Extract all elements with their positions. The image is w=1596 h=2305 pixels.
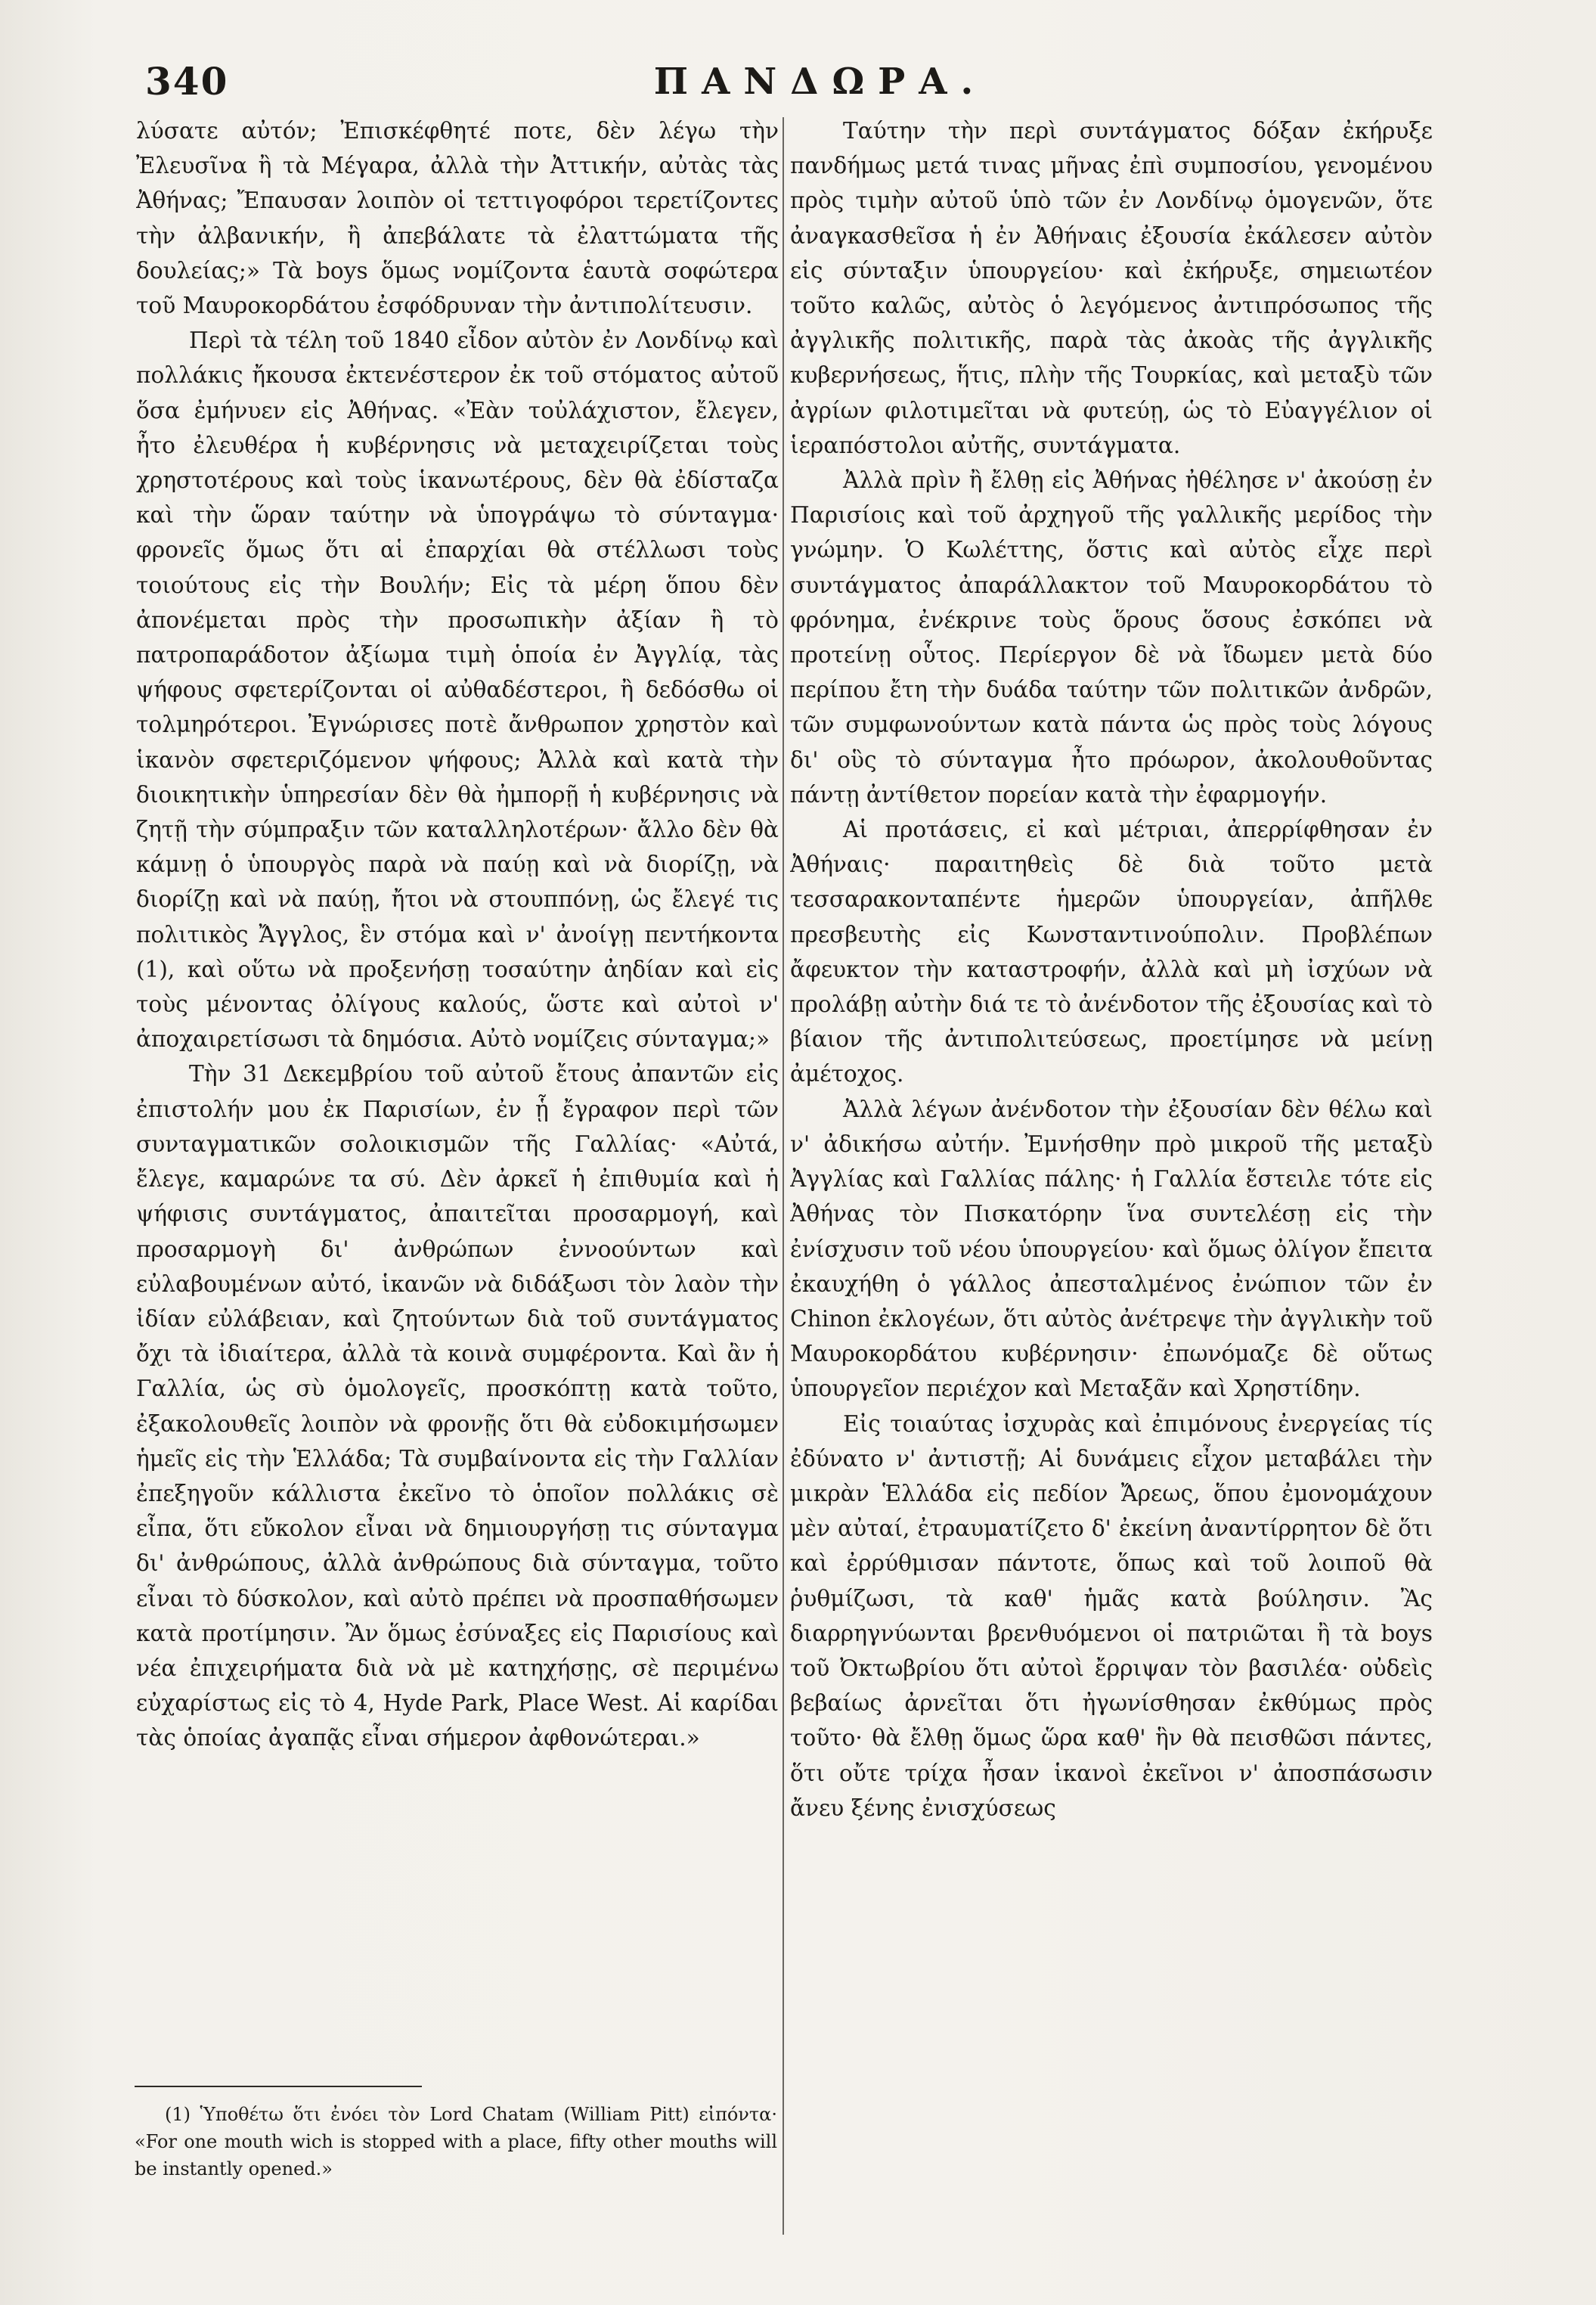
paragraph: Ταύτην τὴν περὶ συντάγματος δόξαν ἐκήρυξε πανδήμως μετά τινας μῆνας ἐπὶ συμποσίου, γενομένου πρὸς τιμὴν αὐτοῦ ὑπὸ τῶν ἐν Λονδίνῳ ὁμογενῶν, ὅτε ἀναγκασθεῖσα ἡ ἐν Ἀθήναις ἐξουσία ἐκάλεσεν αὐτὸν εἰς σύνταξιν ὑπουργείου· καὶ ἐκήρυξε, σημειωτέον τοῦτο καλῶς, αὐτὸς ὁ λεγόμενος ἀντιπρόσωπος τῆς ἀγγλικῆς πολιτικῆς, παρὰ τὰς ἀκοὰς τῆς ἀγγλικῆς κυβερνήσεως, ἥτις, πλὴν τῆς Τουρκίας, καὶ μεταξὺ τῶν ἀγρίων φιλοτιμεῖται νὰ φυτεύῃ, ὡς τὸ Εὐαγγέλιον οἱ ἱεραπόστολοι αὐτῆς, συντάγματα. <box>790 118 1433 458</box>
paragraph: λύσατε αὐτόν; Ἐπισκέφθητέ ποτε, δὲν λέγω τὴν Ἐλευσῖνα ἢ τὰ Μέγαρα, ἀλλὰ τὴν Ἀττικήν, αὐτὰς τὰς Ἀθήνας; Ἔπαυσαν λοιπὸν οἱ τεττιγοφόροι τερετίζοντες τὴν ἀλβανικήν, ἢ ἀπεβάλατε τὰ ἐλαττώματα τῆς δουλείας;» Τὰ boys ὅμως νομίζοντα ἑαυτὰ σοφώτερα τοῦ Μαυροκορδάτου ἐσφόδρυναν τὴν ἀντιπολίτευσιν. <box>136 118 779 319</box>
running-title: ΠΑΝΔΩΡΑ. <box>653 60 987 103</box>
paragraph: Εἰς τοιαύτας ἰσχυρὰς καὶ ἐπιμόνους ἐνεργείας τίς ἐδύνατο ν' ἀντιστῇ; Αἱ δυνάμεις εἶχον μεταβάλει τὴν μικρὰν Ἑλλάδα εἰς πεδίον Ἄρεως, ὅπου ἐμονομάχουν μὲν αὐταί, ἐτραυματίζετο δ' ἐκείνη ἀναντίρρητον δὲ ὅτι καὶ ἐρρύθμισαν πάντοτε, ὅπως καὶ τοῦ λοιποῦ θὰ ῥυθμίζωσι, τὰ καθ' ἡμᾶς κατὰ βούλησιν. Ἂς διαρρηγνύωνται βρενθυόμενοι οἱ πατριῶται ἢ τὰ boys τοῦ Ὀκτωβρίου ὅτι αὐτοὶ ἔρριψαν τὸν βασιλέα· οὐδεὶς βεβαίως ἀρνεῖται ὅτι ἠγωνίσθησαν ἐκθύμως πρὸς τοῦτο· θὰ ἔλθῃ ὅμως ὥρα καθ' ἣν θὰ πεισθῶσι πάντες, ὅτι οὔτε τρίχα ἦσαν ἱκανοὶ ἐκεῖνοι ν' ἀποσπάσωσιν ἄνευ ξένης ἐνισχύσεως <box>790 1410 1433 1821</box>
page-number: 340 <box>145 59 229 104</box>
footnote-rule <box>135 2086 422 2087</box>
paragraph: Περὶ τὰ τέλη τοῦ 1840 εἶδον αὐτὸν ἐν Λονδίνῳ καὶ πολλάκις ἤκουσα ἐκτενέστερον ἐκ τοῦ στόματος αὐτοῦ ὅσα ἐμήνυεν εἰς Ἀθήνας. «Ἐὰν τοὐλάχιστον, ἔλεγεν, ἦτο ἐλευθέρα ἡ κυβέρνησις νὰ μεταχειρίζεται τοὺς χρηστοτέρους καὶ τοὺς ἱκανωτέρους, δὲν θὰ ἐδίσταζα καὶ τὴν ὥραν ταύτην νὰ ὑπογράψω τὸ σύνταγμα· φρονεῖς ὅμως ὅτι αἱ ἐπαρχίαι θὰ στέλλωσι τοὺς τοιούτους εἰς τὴν Βουλήν; Εἰς τὰ μέρη ὅπου δὲν ἀπονέμεται πρὸς τὴν προσωπικὴν ἀξίαν ἢ τὸ πατροπαράδοτον ἀξίωμα τιμὴ ὁποία ἐν Ἀγγλίᾳ, τὰς ψήφους σφετερίζονται οἱ αὐθαδέστεροι, ἢ δεδόσθω οἱ τολμηρότεροι. Ἐγνώρισες ποτὲ ἄνθρωπον χρηστὸν καὶ ἱκανὸν σφετεριζόμενον ψήφους; Ἀλλὰ καὶ κατὰ τὴν διοικητικὴν ὑπηρεσίαν δὲν θὰ ἠμπορῇ ἡ κυβέρνησις νὰ ζητῇ τὴν σύμπραξιν τῶν καταλληλοτέρων· ἄλλο δὲν θὰ κάμνῃ ὁ ὑπουργὸς παρὰ νὰ παύῃ καὶ νὰ διορίζῃ, νὰ διορίζῃ καὶ νὰ παύῃ, ἤτοι νὰ στουππόνῃ, ὡς ἔλεγέ τις πολιτικὸς Ἄγγλος, ἓν στόμα καὶ ν' ἀνοίγῃ πεντήκοντα (1), καὶ οὕτω νὰ προξενήσῃ τοσαύτην ἀηδίαν καὶ εἰς τοὺς μένοντας ὀλίγους καλούς, ὥστε καὶ αὐτοὶ ν' ἀποχαιρετίσωσι τὰ δημόσια. Αὐτὸ νομίζεις σύνταγμα;» <box>136 327 779 1053</box>
page-header <box>129 59 1512 112</box>
paragraph: Αἱ προτάσεις, εἰ καὶ μέτριαι, ἀπερρίφθησαν ἐν Ἀθήναις· παραιτηθεὶς δὲ διὰ τοῦτο μετὰ τεσσαρακονταπέντε ἡμερῶν ὑπουργείαν, ἀπῆλθε πρεσβευτὴς εἰς Κωνσταντινούπολιν. Προβλέπων ἄφευκτον τὴν καταστροφήν, ἀλλὰ καὶ μὴ ἰσχύων νὰ προλάβῃ αὐτὴν διά τε τὸ ἀνένδοτον τῆς ἐξουσίας καὶ τὸ βίαιον τῆς ἀντιπολιτεύσεως, προετίμησε νὰ μείνῃ ἀμέτοχος. <box>790 817 1433 1087</box>
paragraph: Τὴν 31 Δεκεμβρίου τοῦ αὐτοῦ ἔτους ἀπαντῶν εἰς ἐπιστολήν μου ἐκ Παρισίων, ἐν ᾗ ἔγραφον περὶ τῶν συνταγματικῶν σολοικισμῶν τῆς Γαλλίας· «Αὐτά, ἔλεγε, καμαρώνε τα σύ. Δὲν ἀρκεῖ ἡ ἐπιθυμία καὶ ἡ ψήφισις συντάγματος, ἀπαιτεῖται προσαρμογή, καὶ προσαρμογὴ δι' ἀνθρώπων ἐννοούντων καὶ εὐλαβουμένων αὐτό, ἱκανῶν νὰ διδάξωσι τὸν λαὸν τὴν ἰδίαν εὐλάβειαν, καὶ ζητούντων διὰ τοῦ συντάγματος ὄχι τὰ ἰδιαίτερα, ἀλλὰ τὰ κοινὰ συμφέροντα. Καὶ ἂν ἡ Γαλλία, ὡς σὺ ὁμολογεῖς, προσκόπτῃ κατὰ τοῦτο, ἐξακολουθεῖς λοιπὸν νὰ φρονῇς ὅτι θὰ εὐδοκιμήσωμεν ἡμεῖς εἰς τὴν Ἑλλάδα; Τὰ συμβαίνοντα εἰς τὴν Γαλλίαν ἐπεξηγοῦν κάλλιστα ἐκεῖνο τὸ ὁποῖον πολλάκις σὲ εἶπα, ὅτι εὔκολον εἶναι νὰ δημιουργήσῃ τις σύνταγμα δι' ἀνθρώπους, ἀλλὰ ἀνθρώπους διὰ σύνταγμα, τοῦτο εἶναι τὸ δύσκολον, καὶ αὐτὸ πρέπει νὰ προσπαθήσωμεν κατὰ προτίμησιν. Ἂν ὅμως ἐσύναξες εἰς Παρισίους καὶ νέα ἐπιχειρήματα διὰ νὰ μὲ κατηχήσῃς, σὲ περιμένω εὐχαρίστως εἰς τὸ 4, Hyde Park, Place West. Αἱ καρίδαι τὰς ὁποίας ἀγαπᾷς εἶναι σήμερον ἀφθονώτεραι.» <box>136 1061 779 1751</box>
footnote-text: (1) Ὑποθέτω ὅτι ἐνόει τὸν Lord Chatam (William Pitt) εἰπόντα· «For one mouth wich is stopped with a place, fifty other mouths will be instantly opened.» <box>135 2104 777 2179</box>
right-column <box>790 113 1433 2261</box>
column-divider <box>783 117 784 2235</box>
paragraph: Ἀλλὰ λέγων ἀνένδοτον τὴν ἐξουσίαν δὲν θέλω καὶ ν' ἀδικήσω αὐτήν. Ἐμνήσθην πρὸ μικροῦ τῆς μεταξὺ Ἀγγλίας καὶ Γαλλίας πάλης· ἡ Γαλλία ἔστειλε τότε εἰς Ἀθήνας τὸν Πισκατόρην ἵνα συντελέσῃ εἰς τὴν ἐνίσχυσιν τοῦ νέου ὑπουργείου· καὶ ὅμως ὀλίγον ἔπειτα ἐκαυχήθη ὁ γάλλος ἀπεσταλμένος ἐνώπιον τῶν ἐν Chinon ἐκλογέων, ὅτι αὐτὸς ἀνέτρεψε τὴν ἀγγλικὴν τοῦ Μαυροκορδάτου κυβέρνησιν· ἐπωνόμαζε δὲ οὕτως ὑπουργεῖον περιέχον καὶ Μεταξᾶν καὶ Χρηστίδην. <box>790 1096 1433 1402</box>
footnote <box>135 2101 777 2182</box>
left-column <box>136 113 779 2261</box>
paragraph: Ἀλλὰ πρὶν ἢ ἔλθῃ εἰς Ἀθήνας ἠθέλησε ν' ἀκούσῃ ἐν Παρισίοις καὶ τοῦ ἀρχηγοῦ τῆς γαλλικῆς μερίδος τὴν γνώμην. Ὁ Κωλέττης, ὅστις καὶ αὐτὸς εἶχε περὶ συντάγματος ἀπαράλλακτον τοῦ Μαυροκορδάτου τὸ φρόνημα, ἐνέκρινε τοὺς ὅρους ὅσους ἐσκόπει νὰ προτείνῃ οὗτος. Περίεργον δὲ νὰ ἴδωμεν μετὰ δύο περίπου ἔτη τὴν δυάδα ταύτην τῶν πολιτικῶν ἀνδρῶν, τῶν συμφωνούντων κατὰ πάντα ὡς πρὸς τοὺς λόγους δι' οὓς τὸ σύνταγμα ἦτο πρόωρον, ἀκολουθοῦντας πάντῃ ἀντίθετον πορείαν κατὰ τὴν ἐφαρμογήν. <box>790 467 1433 808</box>
